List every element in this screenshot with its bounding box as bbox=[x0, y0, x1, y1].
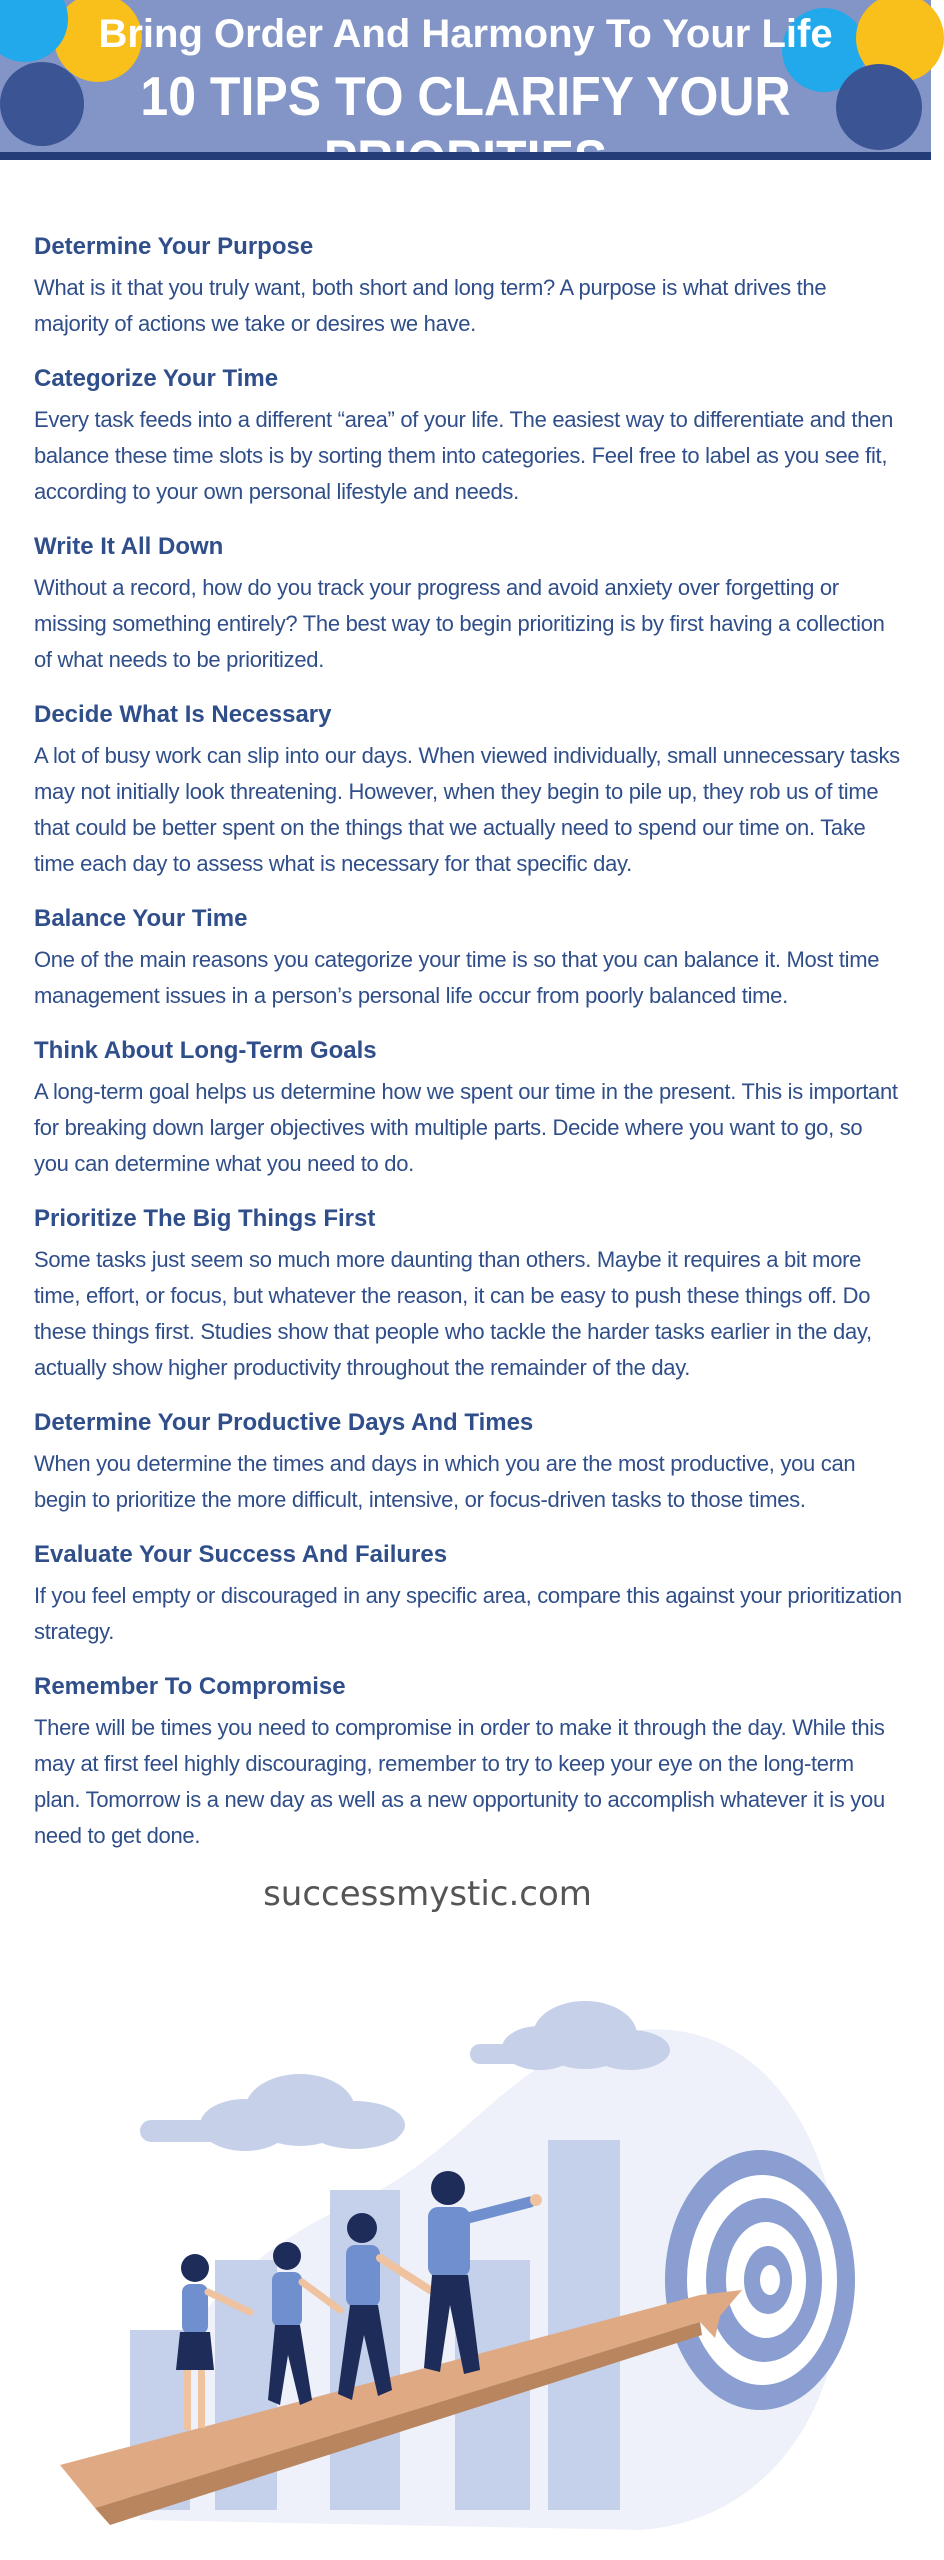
tip-body: There will be times you need to compromise in order to make it through the day. While this may at first feel highly discouraging, remember to try to keep your eye on the long-term plan. Tomorrow is a new day as well as a new opportunity to accomplish whatever it is you need to get done. bbox=[34, 1715, 885, 1848]
tip-title: Determine Your Productive Days And Times bbox=[34, 1409, 534, 1436]
tip-item bbox=[34, 364, 902, 510]
tip-title: Think About Long-Term Goals bbox=[34, 1037, 377, 1064]
tip-item bbox=[34, 1036, 902, 1182]
tip-title: Remember To Compromise bbox=[34, 1673, 346, 1700]
tip-item bbox=[34, 532, 902, 678]
tip-title: Prioritize The Big Things First bbox=[34, 1205, 376, 1232]
website-credit: successmystic.com bbox=[263, 1874, 592, 1914]
tip-item bbox=[34, 1540, 902, 1650]
tip-body: Every task feeds into a different “area” of your life. The easiest way to differentiate and then balance these time slots is by sorting them into categories. Feel free to label as you see fit, according to your own personal lifestyle and needs. bbox=[34, 407, 894, 504]
cloud-icon bbox=[470, 2001, 670, 2070]
tip-body: What is it that you truly want, both short and long term? A purpose is what drives the majority of actions we take or desires we have. bbox=[34, 275, 827, 336]
tip-item bbox=[34, 700, 902, 882]
tip-title: Evaluate Your Success And Failures bbox=[34, 1541, 448, 1568]
tip-item bbox=[34, 1408, 902, 1518]
tip-body: Some tasks just seem so much more daunting than others. Maybe it requires a bit more time, effort, or focus, but whatever the reason, it can be easy to push these things off. Do these things first. Studies show that people who tackle the harder tasks earlier in the day, actually show higher productivity throughout the remainder of the day. bbox=[34, 1247, 872, 1380]
header-banner bbox=[0, 0, 931, 152]
tips-list bbox=[34, 232, 902, 1876]
tip-item bbox=[34, 1204, 902, 1386]
tip-title: Balance Your Time bbox=[34, 905, 248, 932]
tip-body: Without a record, how do you track your progress and avoid anxiety over forgetting or missing something entirely? The best way to begin prioritizing is by first having a collection of what needs to be prioritized. bbox=[34, 575, 885, 672]
tip-body: When you determine the times and days in which you are the most productive, you can begin to prioritize the more difficult, intensive, or focus-driven tasks to those times. bbox=[34, 1451, 856, 1512]
cloud-icon bbox=[140, 2074, 405, 2151]
tip-item bbox=[34, 904, 902, 1014]
tip-body: A lot of busy work can slip into our days. When viewed individually, small unnecessary tasks may not initially look threatening. However, when they begin to pile up, they rob us of time that could be better spent on the things that we actually need to spend our time on. Take time each day to assess what is necessary for that specific day. bbox=[34, 743, 900, 876]
tip-body: One of the main reasons you categorize your time is so that you can balance it. Most time management issues in a person’s personal life occur from poorly balanced time. bbox=[34, 947, 880, 1008]
tip-body: If you feel empty or discouraged in any specific area, compare this against your prioritization strategy. bbox=[34, 1583, 902, 1644]
tip-title: Determine Your Purpose bbox=[34, 233, 314, 260]
tip-item bbox=[34, 1672, 902, 1854]
tip-item bbox=[34, 232, 902, 342]
header-title-line-2: 10 TIPS TO CLARIFY YOUR bbox=[140, 65, 791, 127]
header-divider bbox=[0, 152, 931, 160]
tip-title: Write It All Down bbox=[34, 533, 224, 560]
tip-title: Decide What Is Necessary bbox=[34, 701, 332, 728]
header-title-line-1: Bring Order And Harmony To Your Life bbox=[98, 12, 833, 56]
team-walking-arrow-to-target-illustration bbox=[0, 1960, 931, 2560]
target-icon bbox=[665, 2150, 855, 2410]
tip-body: A long-term goal helps us determine how we spent our time in the present. This is important for breaking down larger objectives with multiple parts. Decide where you want to go, so you can determine what you need to do. bbox=[34, 1079, 898, 1176]
tip-title: Categorize Your Time bbox=[34, 365, 279, 392]
